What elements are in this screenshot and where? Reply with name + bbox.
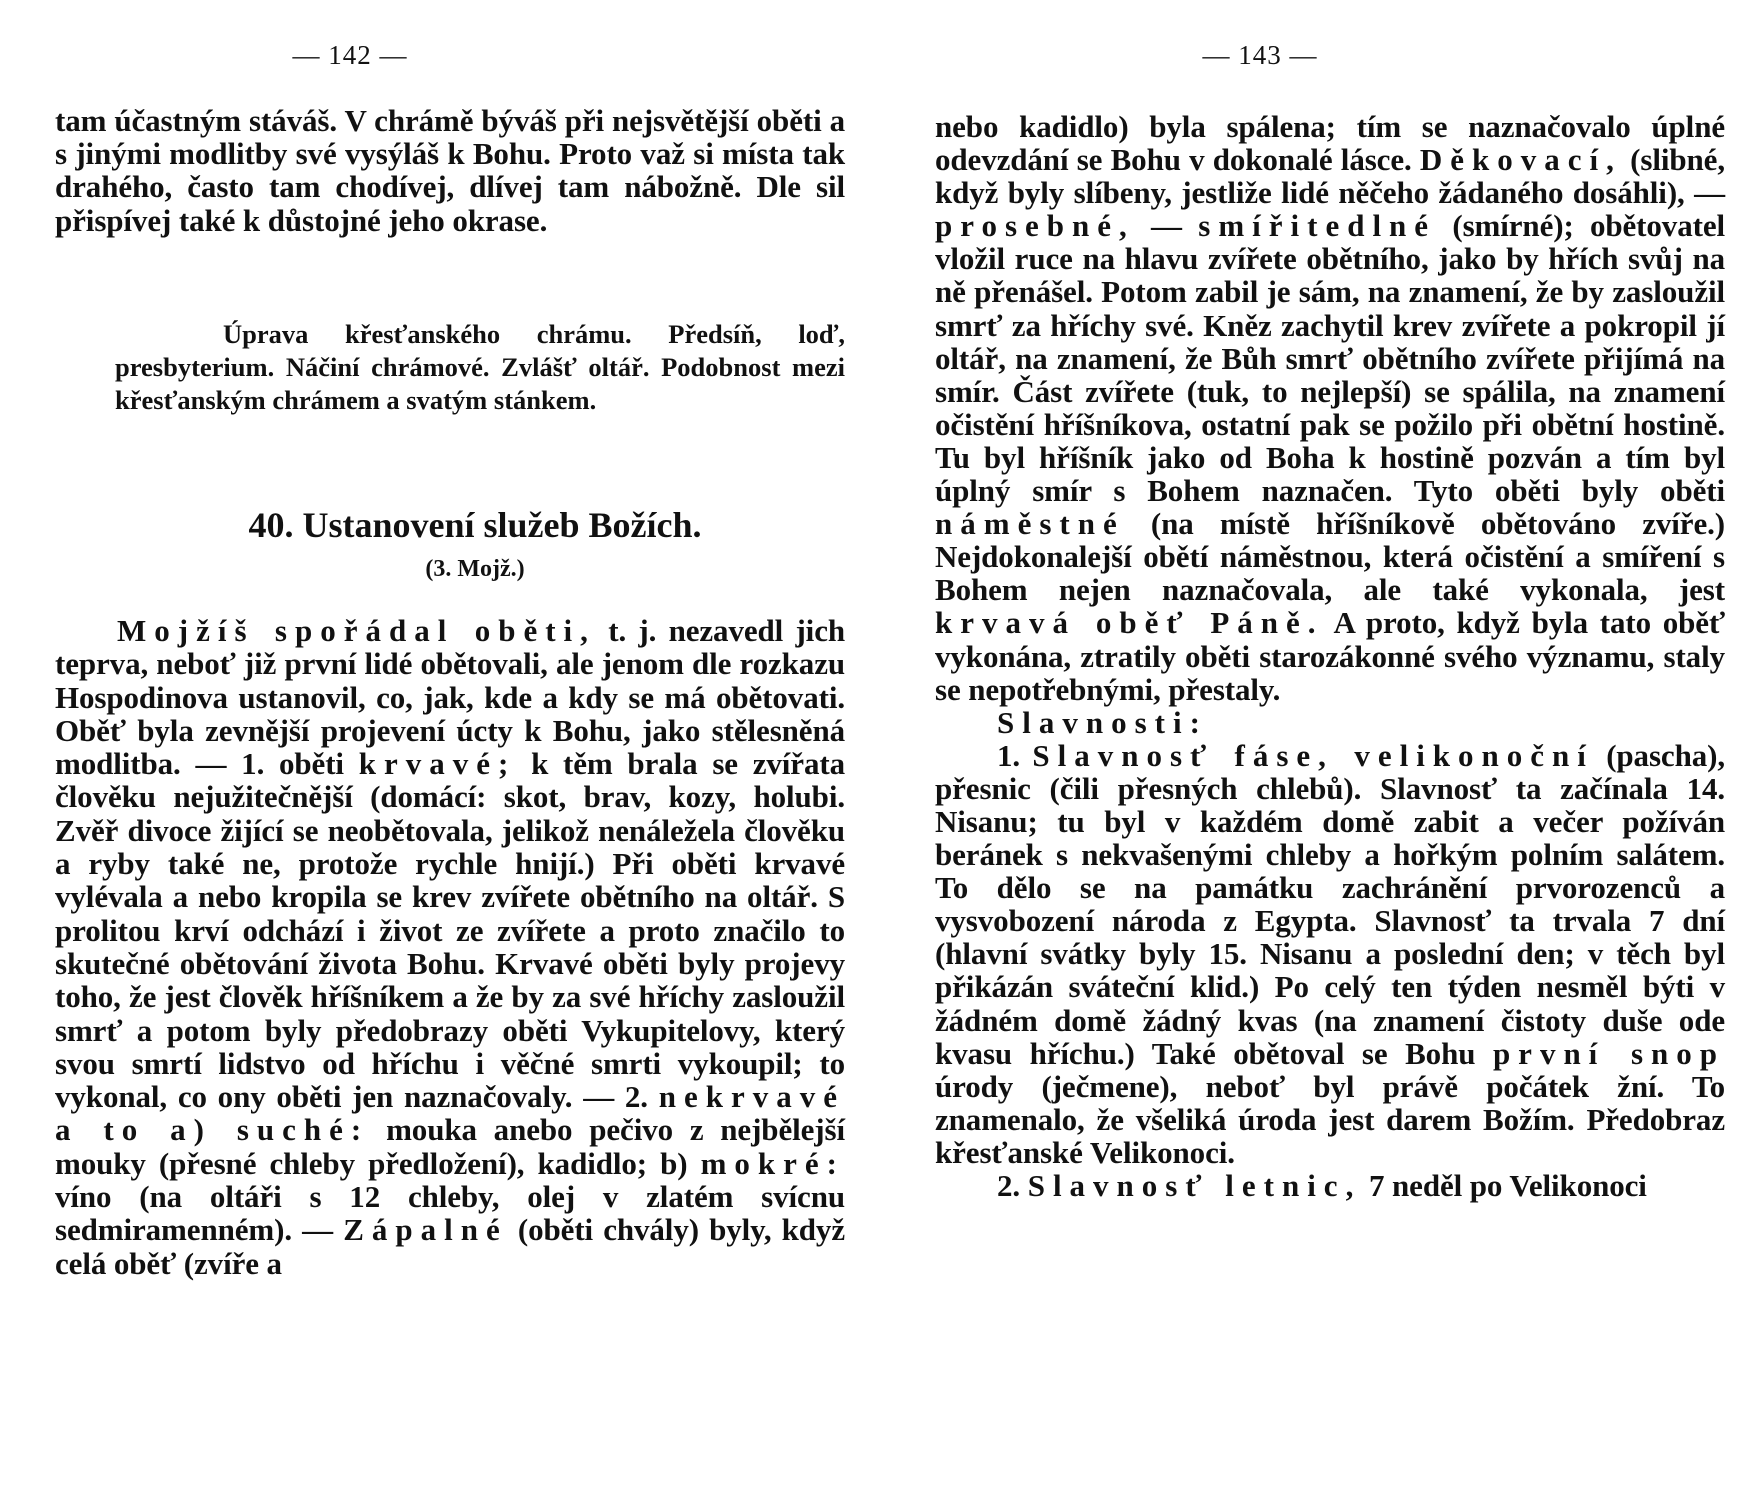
- emphasis: nekrvavé a to a) suché:: [55, 1079, 845, 1148]
- section-source: (3. Mojž.): [425, 556, 525, 582]
- body-paragraph: [55, 614, 845, 1280]
- left-page: [55, 0, 845, 1500]
- emphasis: smířitedlné: [1198, 208, 1437, 244]
- page-number: — 143 —: [1202, 40, 1318, 70]
- emphasis: krvavá oběť Páně.: [935, 605, 1324, 641]
- sacrifice-text: nebo kadidlo) byla spálena; tím se naznačovalo úplné odevzdání se Bohu v dokonalé lásce. Děkovací, (slibné, když byly slíbeny, jestliže lidé něčeho žádaného dosáhli), — prosebné, — smířitedlné (smírné); obětovatel vložil ruce na hlavu zvířete obětního, jako by hřích svůj na ně přenášel. Potom zabil je sám, na znamení, že by zasloužil smrť za hříchy své. Kněz zachytil krev zvířete a pokropil jí oltář, na znamení, že Bůh smrť obětního zvířete přijímá na smír. Část zvířete (tuk, to nejlepší) se spálila, na znamení očistění hříšníkova, ostatní pak se požilo při obětní hostině. Tu byl hříšník jako od Boha k hostině pozván a tím byl úplný smír s Bohem naznačen. Tyto oběti byly oběti náměstné (na místě hříšníkově obětováno zvíře.) Nejdokonalejší obětí náměstnou, která očistění a smíření s Bohem nejen naznačovala, ale také vykonala, jest krvavá oběť Páně. A proto, když byla tato oběť vykonána, ztratily oběti starozákonné svého významu, staly se nepotřebnými, přestaly.: [935, 109, 1725, 707]
- emphasis: Děkovací,: [1419, 142, 1622, 178]
- emphasis: Slavnosť fáse, velikonoční: [1032, 737, 1594, 773]
- emphasis: krvavé;: [358, 746, 517, 782]
- emphasis: mokré:: [700, 1145, 845, 1181]
- emphasis: náměstné: [935, 506, 1125, 542]
- sacrifice-paragraph: [935, 110, 1725, 1202]
- emphasis: první snop: [1492, 1035, 1725, 1071]
- body-text: Mojžíš spořádal oběti, t. j. nezavedl jich teprva, neboť již první lidé obětovali, ale jenom dle rozkazu Hospodinova ustanovil, co, jak, kde a kdy se má obětovati. Oběť byla zevnější projevení úcty k Bohu, jako stělesněná modlitba. — 1. oběti krvavé; k těm brala se zvířata člověku nejužitečnější (domácí: skot, brav, kozy, holubi. Zvěř divoce žijící se neobětovala, jelikož nenáležela člověku a ryby také ne, protože rychle hnijí.) Při oběti krvavé vylévala a nebo kropila se krev zvířete obětního na oltář. S prolitou krví odchází i život ze zvířete a proto značilo to skutečné obětování života Bohu. Krvavé oběti byly projevy toho, že jest člověk hříšníkem a že by za své hříchy zasloužil smrť a potom byly předobrazy oběti Vykupitelovy, který svou smrtí lidstvo od hříchu i věčné smrti vykoupil; to vykonal, co ony oběti jen naznačovaly. — 2. nekrvavé a to a) suché: mouka anebo pečivo z nejbělejší mouky (přesné chleby předložení), kadidlo; b) mokré: víno (na oltáři s 12 chleby, olej v zlatém svícnu sedmiramenném). — Zápalné (oběti chvály) byly, když celá oběť (zvíře a: [55, 613, 845, 1281]
- section-heading: 40. Ustanovení služeb Božích.: [248, 505, 702, 545]
- intro-text: tam účastným stáváš. V chrámě býváš při nejsvětější oběti a s jinými modlitby své vysýláš k Bohu. Proto važ si místa tak drahého, často tam chodívej, dlívej tam nábožně. Dle sil přispívej také k důstojné jeho okrase.: [55, 103, 845, 238]
- chapter-summary: Úprava křesťanského chrámu. Předsíň, loď, presbyterium. Náčiní chrámové. Zvlášť oltář. Podobnost mezi křesťanským chrámem a svatým stánkem.: [115, 319, 845, 415]
- intro-paragraph: [55, 104, 845, 237]
- right-page: [935, 0, 1725, 1500]
- feast-passover: 1. Slavnosť fáse, velikonoční (pascha), přesnic (čili přesných chlebů). Slavnosť ta začínala 14. Nisanu; tu byl v každém domě zabit a večer požíván beránek s nekvašenými chleby a hořkým polním salátem. To dělo se na památku zachránění prvorozenců a vysvobození národa z Egypta. Slavnosť ta trvala 7 dní (hlavní svátky byly 15. Nisanu a poslední den; v těch byl přikázán sváteční klid.) Po celý ten týden nesměl býti v žádném domě žádný kvas (na znamení čistoty duše ode kvasu hříchu.) Také obětoval se Bohu první snop úrody (ječmene), neboť byl právě počátek žní. To znamenalo, že všeliká úroda jest darem Božím. Předobraz křesťanské Velikonoci.: [935, 737, 1725, 1170]
- emphasis: Zápalné: [343, 1212, 508, 1248]
- feast-pentecost: 2. Slavnosť letnic, 7 neděl po Velikonoci: [997, 1168, 1647, 1203]
- emphasis: Slavnosť letnic,: [1027, 1168, 1362, 1203]
- emphasis: prosebné,: [935, 208, 1135, 244]
- page-number: — 142 —: [292, 40, 408, 70]
- emphasis: Mojžíš spořádal oběti,: [117, 613, 596, 648]
- feasts-label: Slavnosti:: [997, 704, 1208, 740]
